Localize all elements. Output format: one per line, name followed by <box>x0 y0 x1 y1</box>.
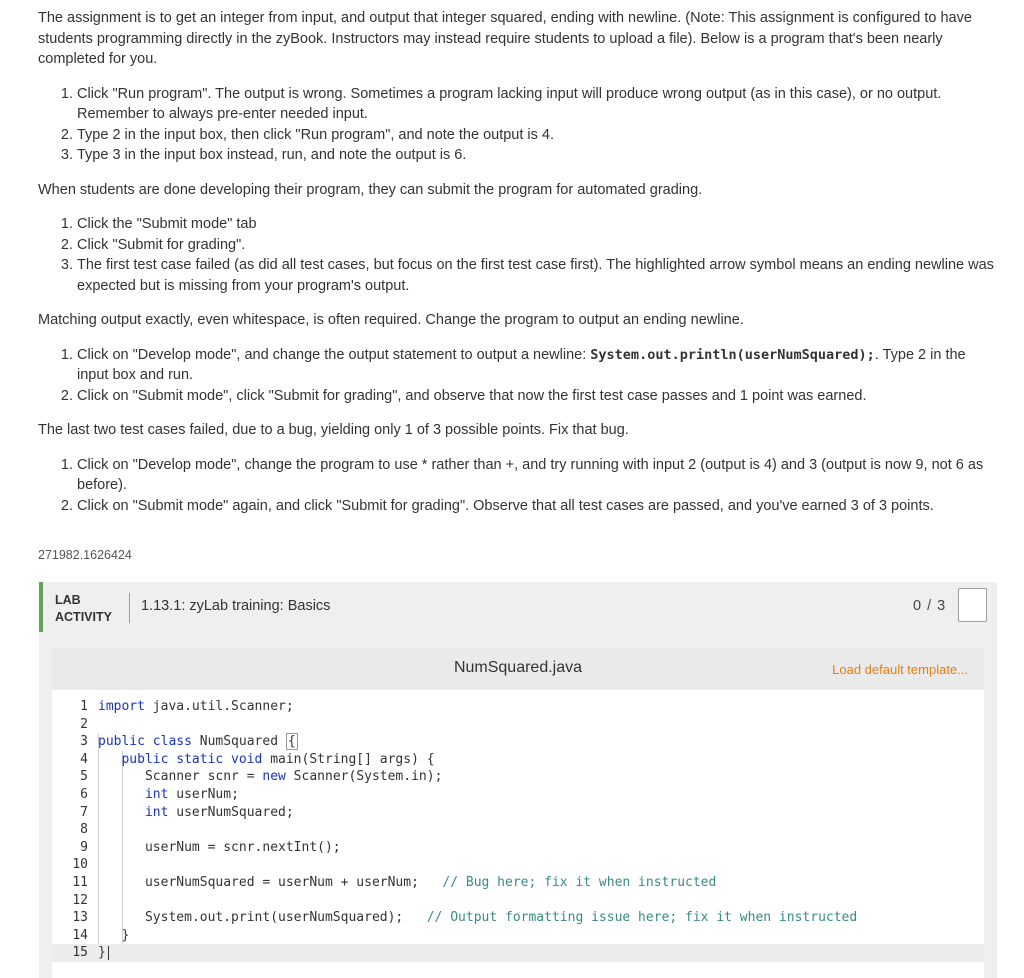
line-number: 7 <box>80 804 88 820</box>
code-line <box>52 839 984 857</box>
println-code: System.out.println(userNumSquared); <box>590 346 875 363</box>
code-area[interactable] <box>52 698 984 962</box>
code-text: userNumSquared = userNum + userNum; // Bug here; fix it when instructed <box>144 874 717 890</box>
lab-title: 1.13.1: zyLab training: Basics <box>141 598 331 614</box>
steps-list-4 <box>38 455 998 517</box>
code-line <box>52 751 984 769</box>
line-number: 10 <box>72 857 88 873</box>
list-item: 1. Click on "Develop mode", change the program to use * rather than +, and try running with input 2 (output is 4) and 3 (output is now 9, not 6 as before). <box>77 455 998 496</box>
lab-activity <box>39 582 997 978</box>
steps-list-1 <box>38 84 998 166</box>
completion-checkbox-icon <box>958 588 987 622</box>
code-text: Scanner scnr = new Scanner(System.in); <box>144 769 443 785</box>
code-line <box>52 786 984 804</box>
list-item: 1. Click on "Develop mode", and change the output statement to output a newline: System.out.println(userNumSquared);. Type 2 in the input box and run. <box>77 345 998 386</box>
code-text: public class NumSquared { <box>98 734 296 750</box>
line-number: 5 <box>80 769 88 785</box>
code-text: import java.util.Scanner; <box>98 699 294 714</box>
line-number: 13 <box>72 910 88 926</box>
instructions <box>38 8 998 530</box>
lab-score: 0 / 3 <box>913 598 947 614</box>
load-default-template-link[interactable]: Load default template... <box>832 662 968 677</box>
code-text: userNum = scnr.nextInt(); <box>144 839 341 855</box>
line-number: 8 <box>80 822 88 838</box>
matching-paragraph: Matching output exactly, even whitespace, is often required. Change the program to output an ending newline. <box>38 312 744 328</box>
code-line <box>52 927 984 945</box>
code-line <box>52 716 984 734</box>
code-text: } <box>98 944 109 962</box>
line-number: 15 <box>72 945 88 961</box>
list-item: 3. The first test case failed (as did all test cases, but focus on the first test case first). The highlighted arrow symbol means an ending newline was expected but is missing from your program's output. <box>77 255 998 296</box>
lab-header <box>39 582 997 632</box>
line-number: 11 <box>72 874 88 890</box>
line-number: 9 <box>80 839 88 855</box>
list-item: 2. Click "Submit for grading". <box>77 235 998 256</box>
code-text: int userNum; <box>144 786 239 802</box>
steps-list-2 <box>38 214 998 296</box>
code-text: System.out.print(userNumSquared); // Output formatting issue here; fix it when instructed <box>144 910 858 926</box>
list-item: 2. Type 2 in the input box, then click "Run program", and note the output is 4. <box>77 125 998 146</box>
code-line <box>52 698 984 716</box>
header-divider <box>129 593 130 623</box>
code-text: public static void main(String[] args) { <box>121 751 435 767</box>
list-item: 1. Click the "Submit mode" tab <box>77 214 998 235</box>
bug-paragraph: The last two test cases failed, due to a bug, yielding only 1 of 3 possible points. Fix that bug. <box>38 422 629 438</box>
line-number: 2 <box>80 716 88 732</box>
line-number: 4 <box>80 751 88 767</box>
code-line <box>52 821 984 839</box>
line-number: 3 <box>80 734 88 750</box>
steps-list-3 <box>38 345 998 407</box>
submit-paragraph: When students are done developing their program, they can submit the program for automated grading. <box>38 181 703 198</box>
line-number: 6 <box>80 786 88 802</box>
code-line <box>52 804 984 822</box>
file-name: NumSquared.java <box>453 659 583 676</box>
line-number: 12 <box>72 892 88 908</box>
code-line <box>52 944 984 962</box>
code-line <box>52 892 984 910</box>
code-line <box>52 856 984 874</box>
list-item: 2. Click on "Submit mode" again, and click "Submit for grading". Observe that all test cases are passed, and you've earned 3 of 3 points. <box>77 496 998 517</box>
list-item: 2. Click on "Submit mode", click "Submit for grading", and observe that now the first test case passes and 1 point was earned. <box>77 386 998 407</box>
list-item: 1. Click "Run program". The output is wrong. Sometimes a program lacking input will produce wrong output (as in this case), or no output. Remember to always pre-enter needed input. <box>77 84 998 125</box>
list-item: 3. Type 3 in the input box instead, run, and note the output is 6. <box>77 145 998 166</box>
lab-activity-tag: LAB ACTIVITY <box>55 593 112 624</box>
text-cursor <box>108 946 109 960</box>
file-bar <box>52 648 984 690</box>
line-number: 1 <box>80 699 88 714</box>
code-text: int userNumSquared; <box>144 804 294 820</box>
code-line <box>52 768 984 786</box>
line-number: 14 <box>72 927 88 943</box>
code-editor[interactable] <box>52 648 984 978</box>
code-line <box>52 733 984 751</box>
code-text: } <box>121 927 130 943</box>
activity-id: 271982.1626424 <box>38 548 132 562</box>
code-line <box>52 874 984 892</box>
intro-paragraph: The assignment is to get an integer from input, and output that integer squared, ending with newline. (Note: This assignment is configured to have students programming directly in the zyBook. Instructors may instead require students to upload a file). Below is a program that's been nearly completed for you. <box>38 10 972 67</box>
code-line <box>52 909 984 927</box>
